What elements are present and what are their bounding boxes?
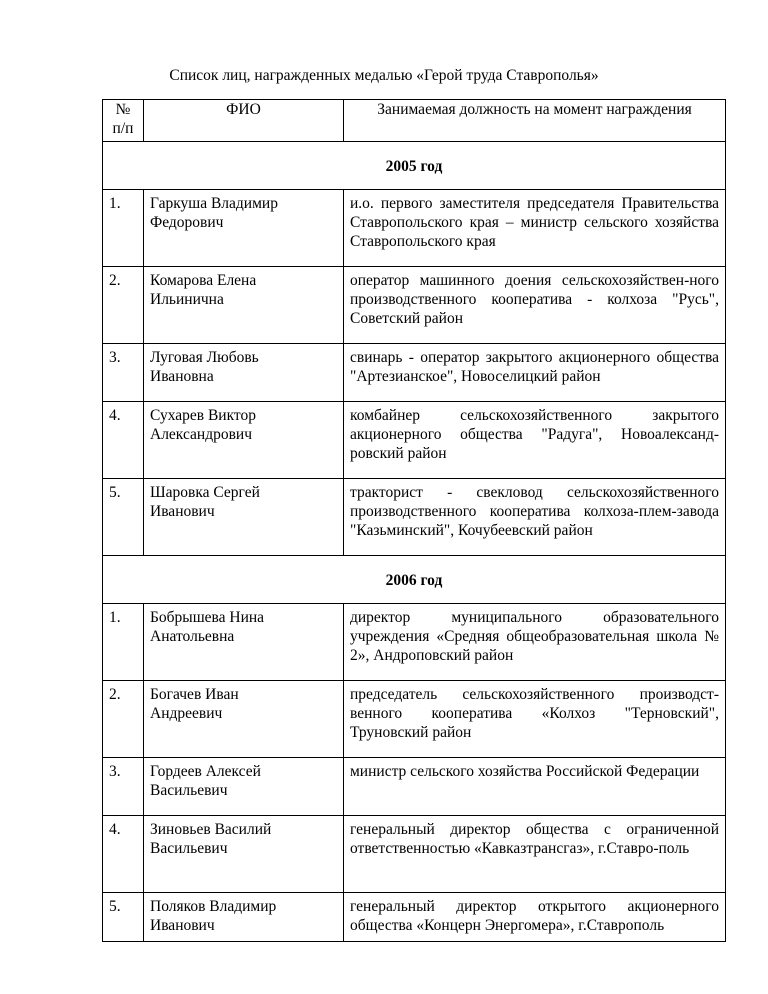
table-row bbox=[103, 402, 726, 479]
year-row-2005 bbox=[103, 142, 726, 190]
row-number: 4. bbox=[103, 402, 144, 479]
year-label: 2006 год bbox=[103, 556, 726, 604]
row-number: 5. bbox=[103, 479, 144, 556]
person-position: свинарь - оператор закрытого акционерного общества "Артезианское", Новоселицкий район bbox=[344, 344, 726, 402]
row-number: 2. bbox=[103, 681, 144, 758]
person-name: Зиновьев Василий Васильевич bbox=[144, 816, 344, 893]
header-number-abbr: п/п bbox=[112, 120, 134, 137]
table-header-row bbox=[103, 100, 726, 142]
table-row bbox=[103, 344, 726, 402]
row-number: 5. bbox=[103, 893, 144, 942]
row-number: 4. bbox=[103, 816, 144, 893]
person-name: Бобрышева Нина Анатольевна bbox=[144, 604, 344, 681]
person-position: тракторист - свекловод сельскохозяйственного производственного кооператива колхоза-плем-завода "Казьминский", Кочубеевский район bbox=[344, 479, 726, 556]
awards-table bbox=[102, 99, 726, 942]
person-position: генеральный директор общества с ограниченной ответственностью «Кавказтрансгаз», г.Ставро-поль bbox=[344, 816, 726, 893]
header-number-symbol: № bbox=[115, 101, 131, 118]
person-name: Луговая Любовь Ивановна bbox=[144, 344, 344, 402]
person-name: Шаровка Сергей Иванович bbox=[144, 479, 344, 556]
table-row bbox=[103, 681, 726, 758]
person-name: Комарова Елена Ильинична bbox=[144, 267, 344, 344]
person-position: директор муниципального образовательного учреждения «Средняя общеобразовательная школа № 2», Андроповский район bbox=[344, 604, 726, 681]
header-name: ФИО bbox=[144, 100, 344, 142]
person-position: генеральный директор открытого акционерного общества «Концерн Энергомера», г.Ставрополь bbox=[344, 893, 726, 942]
table-row bbox=[103, 893, 726, 942]
table-row bbox=[103, 816, 726, 893]
table-row bbox=[103, 604, 726, 681]
person-name: Гордеев Алексей Васильевич bbox=[144, 758, 344, 816]
row-number: 2. bbox=[103, 267, 144, 344]
person-name: Поляков Владимир Иванович bbox=[144, 893, 344, 942]
table-row bbox=[103, 190, 726, 267]
person-position: председатель сельскохозяйственного производст-венного кооператива «Колхоз "Терновский", Труновский район bbox=[344, 681, 726, 758]
row-number: 3. bbox=[103, 344, 144, 402]
row-number: 1. bbox=[103, 190, 144, 267]
year-row-2006 bbox=[103, 556, 726, 604]
person-name: Гаркуша Владимир Федорович bbox=[144, 190, 344, 267]
table-row bbox=[103, 479, 726, 556]
table-row bbox=[103, 758, 726, 816]
header-position: Занимаемая должность на момент награждения bbox=[344, 100, 726, 142]
header-number bbox=[103, 100, 144, 142]
year-label: 2005 год bbox=[103, 142, 726, 190]
row-number: 1. bbox=[103, 604, 144, 681]
person-position: и.о. первого заместителя председателя Правительства Ставропольского края – министр сельского хозяйства Ставропольского края bbox=[344, 190, 726, 267]
person-name: Богачев Иван Андреевич bbox=[144, 681, 344, 758]
person-position: министр сельского хозяйства Российской Федерации bbox=[344, 758, 726, 816]
person-position: оператор машинного доения сельскохозяйствен-ного производственного кооператива - колхоза "Русь", Советский район bbox=[344, 267, 726, 344]
document-title: Список лиц, награжденных медалью «Герой труда Ставрополья» bbox=[169, 67, 599, 84]
table-row bbox=[103, 267, 726, 344]
person-position: комбайнер сельскохозяйственного закрытого акционерного общества "Радуга", Новоалександ-ровский район bbox=[344, 402, 726, 479]
person-name: Сухарев Виктор Александрович bbox=[144, 402, 344, 479]
row-number: 3. bbox=[103, 758, 144, 816]
